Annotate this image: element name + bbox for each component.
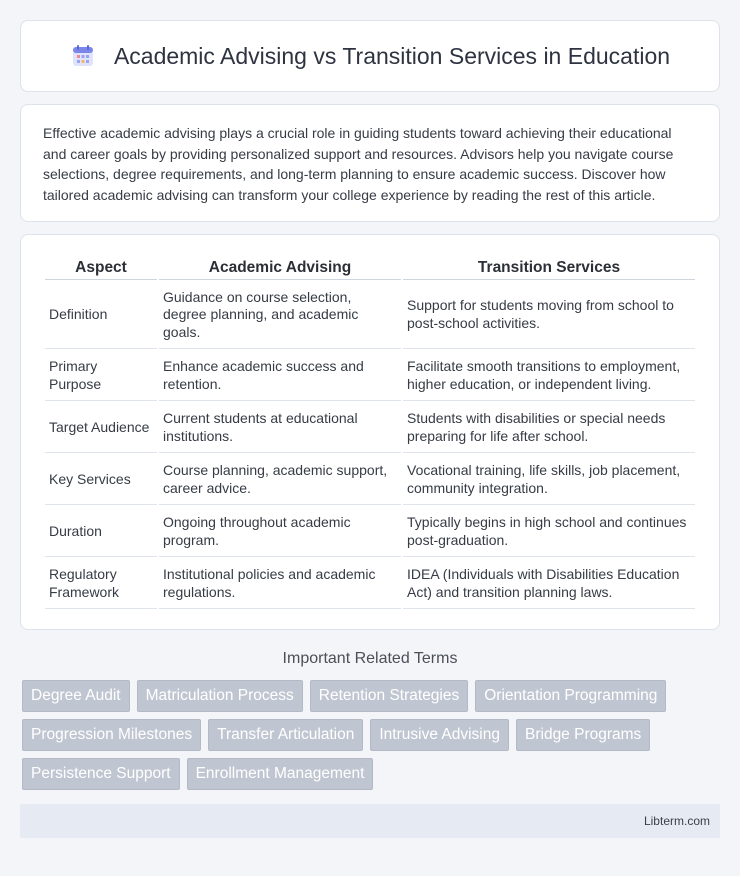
footer	[20, 804, 720, 838]
table-cell-transition-services: Typically begins in high school and continues post-graduation.	[403, 507, 695, 557]
tag-persistence-support[interactable]: Persistence Support	[22, 758, 180, 790]
comparison-table-card	[20, 234, 720, 630]
intro-text: Effective academic advising plays a crucial role in guiding students toward achieving their educational and career goals by providing personalized support and resources. Advisors help you navigate course selections, degree requirements, and long-term planning to ensure academic success. Discover how tailored academic advising can transform your college experience by reading the rest of this article.	[43, 125, 674, 203]
table-cell-aspect: Primary Purpose	[45, 351, 157, 401]
tag-intrusive-advising[interactable]: Intrusive Advising	[370, 719, 509, 751]
header	[20, 20, 720, 92]
column-header-transition-services: Transition Services	[403, 257, 695, 280]
table-cell-aspect: Regulatory Framework	[45, 559, 157, 609]
tag-bridge-programs[interactable]: Bridge Programs	[516, 719, 650, 751]
table-cell-aspect: Definition	[45, 282, 157, 350]
page-title: Academic Advising vs Transition Services in Education	[113, 42, 671, 69]
related-terms-list	[20, 680, 720, 797]
table-cell-academic-advising: Guidance on course selection, degree planning, and academic goals.	[159, 282, 401, 350]
table-row	[45, 507, 695, 557]
table-cell-aspect: Duration	[45, 507, 157, 557]
tag-matriculation-process[interactable]: Matriculation Process	[137, 680, 303, 712]
table-row	[45, 282, 695, 350]
table-cell-academic-advising: Ongoing throughout academic program.	[159, 507, 401, 557]
table-cell-academic-advising: Course planning, academic support, career advice.	[159, 455, 401, 505]
tag-enrollment-management[interactable]: Enrollment Management	[187, 758, 374, 790]
intro-card	[20, 104, 720, 222]
column-header-academic-advising: Academic Advising	[159, 257, 401, 280]
tag-degree-audit[interactable]: Degree Audit	[22, 680, 130, 712]
table-cell-transition-services: IDEA (Individuals with Disabilities Education Act) and transition planning laws.	[403, 559, 695, 609]
table-cell-aspect: Target Audience	[45, 403, 157, 453]
tag-retention-strategies[interactable]: Retention Strategies	[310, 680, 468, 712]
table-cell-transition-services: Facilitate smooth transitions to employment, higher education, or independent living.	[403, 351, 695, 401]
table-cell-transition-services: Support for students moving from school to post-school activities.	[403, 282, 695, 350]
table-row	[45, 403, 695, 453]
column-header-aspect: Aspect	[45, 257, 157, 280]
table-row	[45, 455, 695, 505]
comparison-table	[43, 255, 697, 611]
tag-orientation-programming[interactable]: Orientation Programming	[475, 680, 666, 712]
table-cell-academic-advising: Institutional policies and academic regulations.	[159, 559, 401, 609]
table-cell-transition-services: Vocational training, life skills, job placement, community integration.	[403, 455, 695, 505]
table-row	[45, 351, 695, 401]
table-cell-academic-advising: Enhance academic success and retention.	[159, 351, 401, 401]
table-cell-transition-services: Students with disabilities or special needs preparing for life after school.	[403, 403, 695, 453]
calendar-grid-icon	[70, 43, 96, 69]
table-cell-academic-advising: Current students at educational institutions.	[159, 403, 401, 453]
table-row	[45, 559, 695, 609]
footer-site-link[interactable]: Libterm.com	[643, 814, 710, 828]
table-cell-aspect: Key Services	[45, 455, 157, 505]
tag-progression-milestones[interactable]: Progression Milestones	[22, 719, 201, 751]
table-header-row	[45, 257, 695, 280]
related-terms-title: Important Related Terms	[282, 650, 458, 667]
tag-transfer-articulation[interactable]: Transfer Articulation	[208, 719, 363, 751]
